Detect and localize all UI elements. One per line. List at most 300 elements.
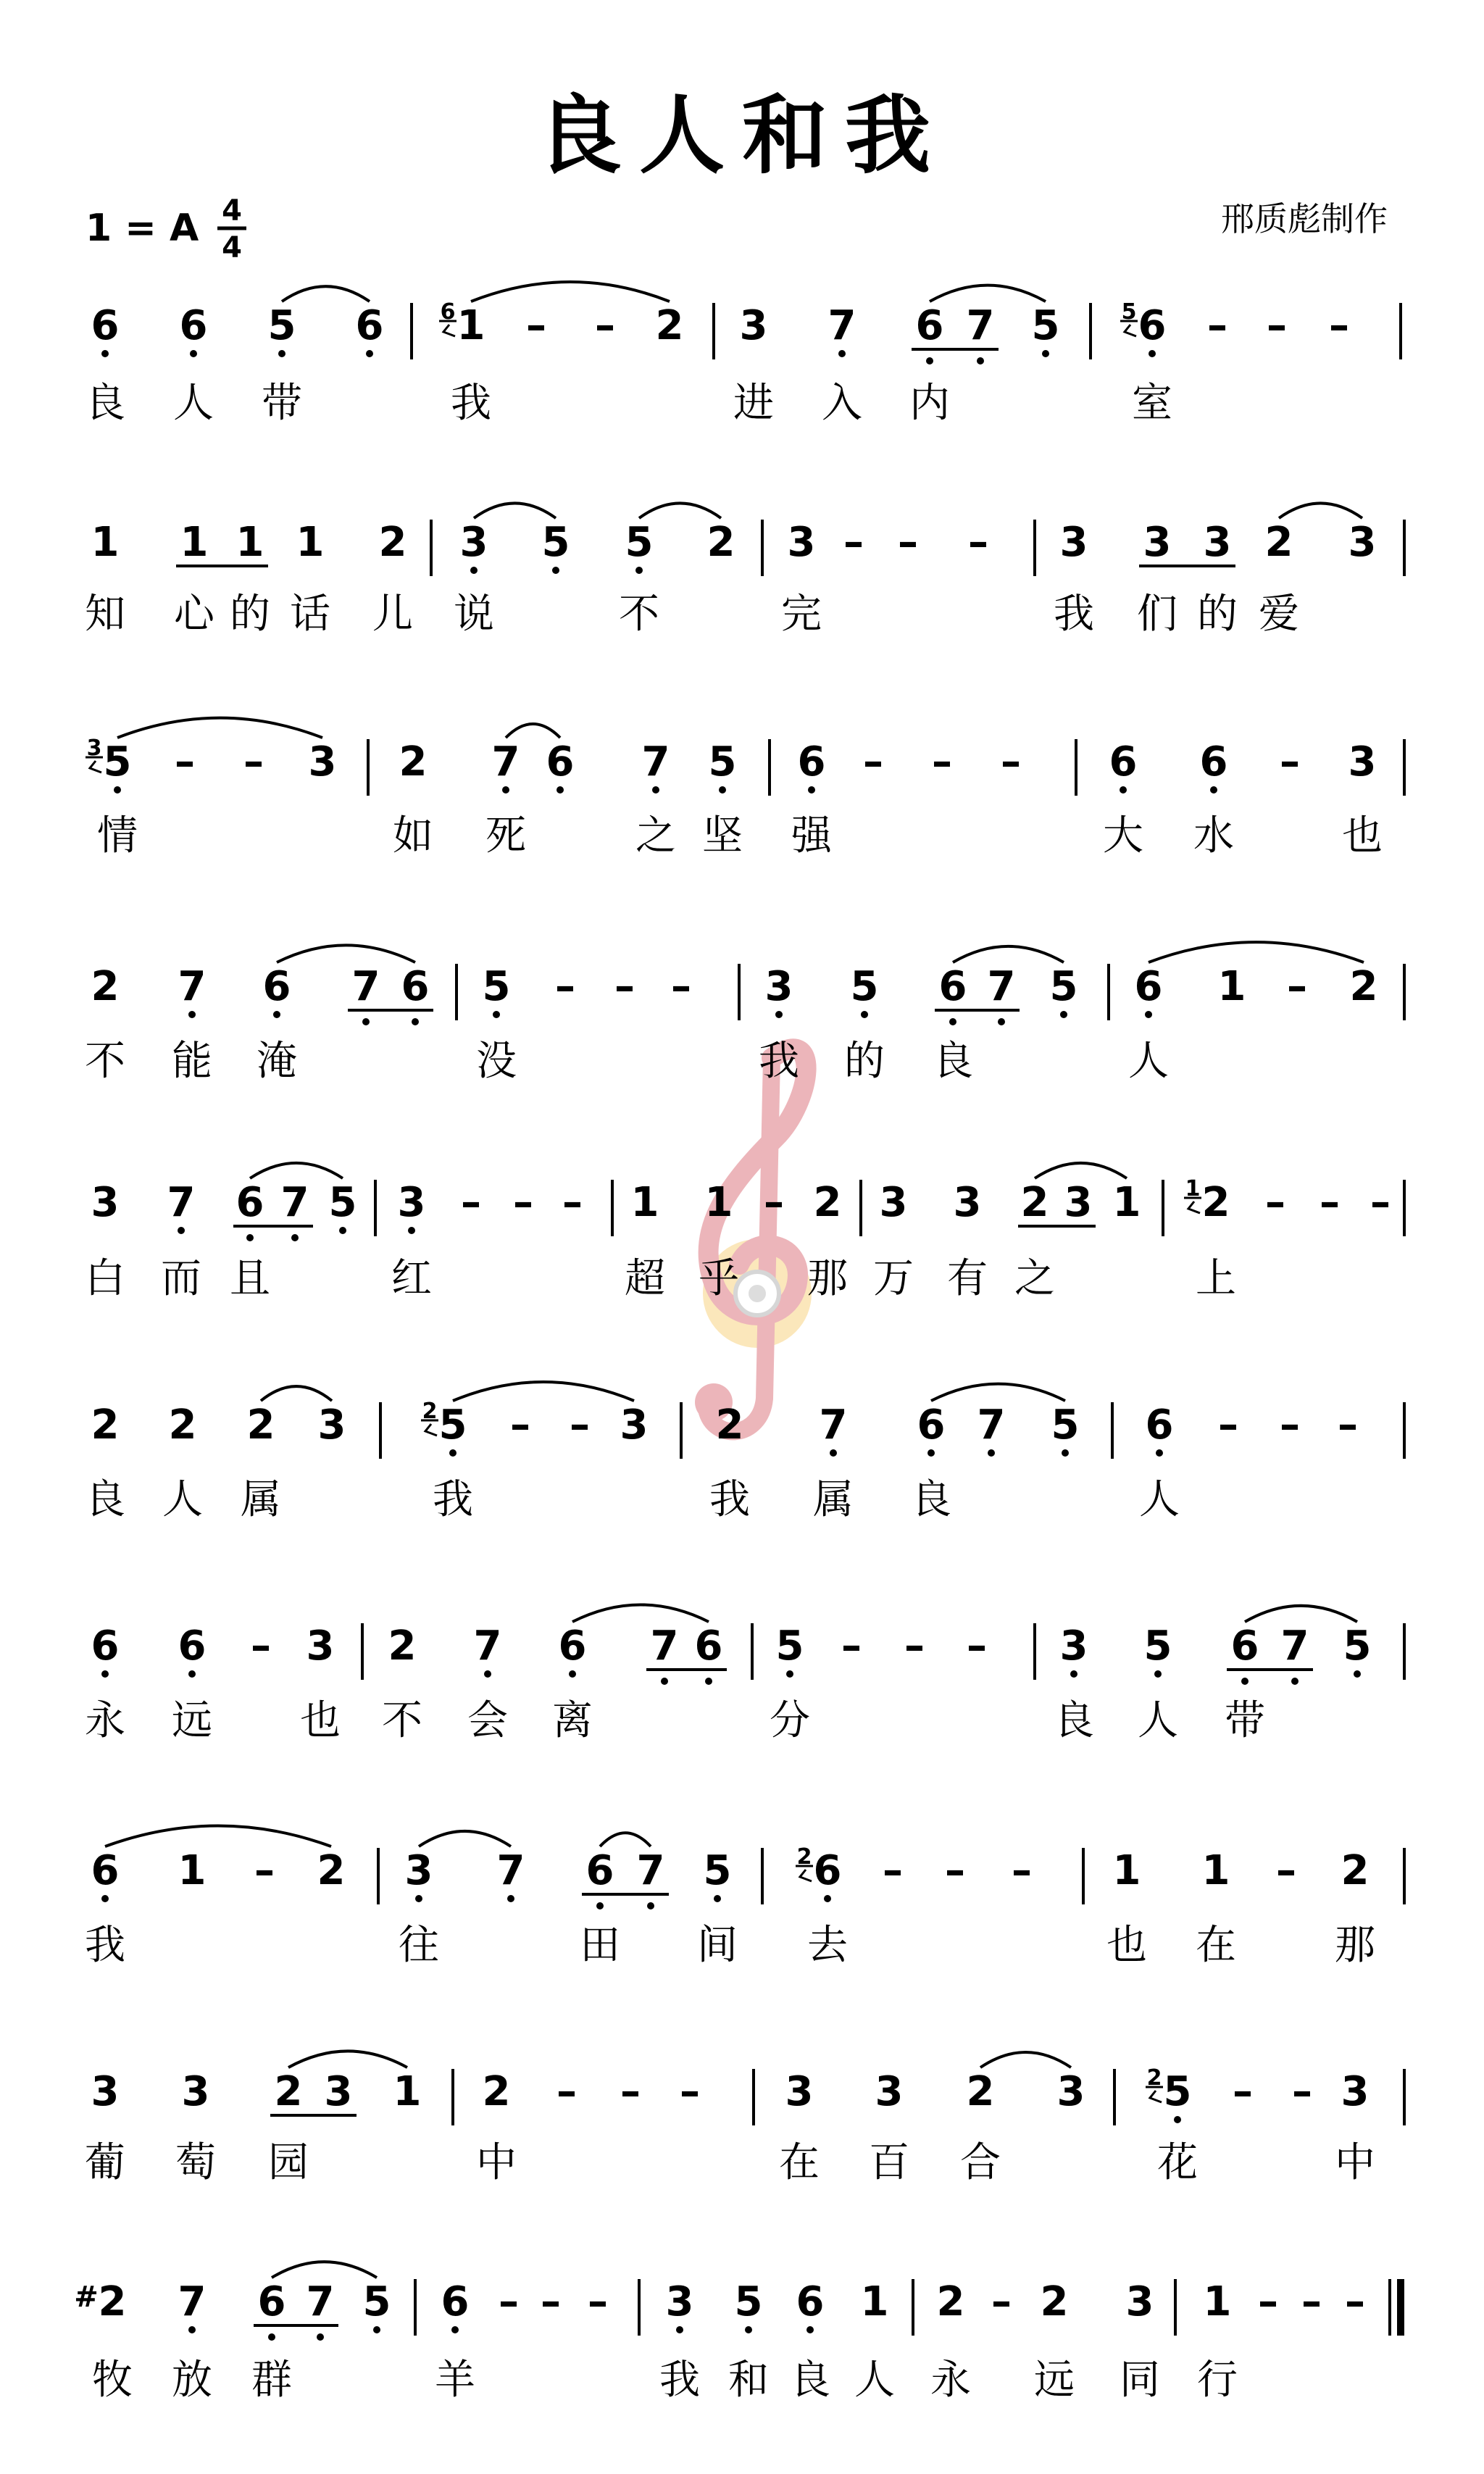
note: 1 xyxy=(1112,1179,1141,1226)
low-octave-dot xyxy=(339,1227,346,1234)
lyric-syllable: 去 xyxy=(807,1922,848,1969)
lyric-syllable: 乎 xyxy=(699,1255,739,1302)
note: 5 xyxy=(541,519,570,566)
note: 6 xyxy=(585,1847,614,1894)
note: 3 xyxy=(1341,2068,1370,2115)
grace-note: 2 xyxy=(1146,2065,1162,2091)
lyric-syllable: 而 xyxy=(161,1255,201,1302)
note: 3 xyxy=(1056,2068,1085,2115)
note: 3 xyxy=(1348,519,1377,566)
note: 7 xyxy=(351,963,380,1010)
duration-dash: – xyxy=(1280,738,1300,786)
note: 6 xyxy=(91,302,120,349)
low-octave-dot xyxy=(808,786,815,794)
lyric-syllable: 淹 xyxy=(257,1038,297,1085)
note: 6 xyxy=(262,963,291,1010)
note: 7 xyxy=(819,1401,848,1449)
duration-dash: – xyxy=(883,1847,903,1894)
duration-dash: – xyxy=(541,2278,561,2325)
duration-dash: – xyxy=(251,1623,271,1670)
duration-dash: – xyxy=(1012,1847,1032,1894)
lyric-syllable: 人 xyxy=(173,380,214,427)
lyric-syllable: 良 xyxy=(933,1038,973,1085)
low-octave-dot xyxy=(977,357,984,365)
lyric-syllable: 我 xyxy=(433,1476,473,1523)
low-octave-dot xyxy=(1145,1011,1152,1018)
duration-dash: – xyxy=(254,1847,275,1894)
duration-dash: – xyxy=(1329,302,1349,349)
lyric-syllable: 行 xyxy=(1197,2357,1238,2404)
low-octave-dot xyxy=(268,2333,275,2341)
low-octave-dot xyxy=(569,1670,576,1678)
note: 7 xyxy=(828,302,856,349)
lyric-syllable: 属 xyxy=(813,1476,854,1523)
note: 7 xyxy=(977,1401,1006,1449)
note: 1 xyxy=(180,519,209,566)
note: 1 xyxy=(1217,963,1246,1010)
low-octave-dot xyxy=(786,1670,793,1678)
low-octave-dot xyxy=(362,1018,370,1025)
note: 2 xyxy=(482,2068,511,2115)
duration-dash: – xyxy=(1207,302,1227,349)
note: 3 xyxy=(1348,738,1377,786)
lyric-syllable: 爱 xyxy=(1259,591,1299,638)
note: 2 xyxy=(936,2278,965,2325)
lyric-syllable: 中 xyxy=(1335,2139,1375,2186)
low-octave-dot xyxy=(647,1902,654,1909)
note: 1 xyxy=(178,1847,207,1894)
note: 1 xyxy=(393,2068,422,2115)
note: 6 xyxy=(355,302,384,349)
lyric-syllable: 分 xyxy=(770,1697,810,1744)
low-octave-dot xyxy=(1154,1670,1162,1678)
duration-dash: – xyxy=(620,2068,641,2115)
low-octave-dot xyxy=(830,1449,837,1457)
note: 2 xyxy=(1341,1847,1370,1894)
note: 6 xyxy=(797,738,826,786)
note: 5 xyxy=(1343,1623,1372,1670)
duration-dash: – xyxy=(1001,738,1021,786)
lyric-syllable: 我 xyxy=(759,1038,799,1085)
low-octave-dot xyxy=(1354,1670,1361,1678)
note: 3 xyxy=(459,519,488,566)
lyric-syllable: 知 xyxy=(85,591,125,638)
note: 2 xyxy=(1020,1179,1049,1226)
note: 1 xyxy=(91,519,120,566)
note: 1 xyxy=(704,1179,733,1226)
lyric-syllable: 人 xyxy=(854,2357,895,2404)
note: 2 xyxy=(91,1401,120,1449)
note: 1 xyxy=(296,519,325,566)
note: 2 xyxy=(399,738,428,786)
grace-note: 1 xyxy=(1185,1176,1201,1201)
lyric-syllable: 田 xyxy=(580,1922,620,1969)
note: 5 xyxy=(1049,963,1078,1010)
low-octave-dot xyxy=(1062,1449,1069,1457)
duration-dash: – xyxy=(588,2278,608,2325)
note: 3 xyxy=(875,2068,904,2115)
note: 2 xyxy=(317,1847,346,1894)
low-octave-dot xyxy=(1070,1670,1077,1678)
duration-dash: – xyxy=(843,519,864,566)
duration-dash: – xyxy=(1233,2068,1253,2115)
note: 2 xyxy=(966,2068,995,2115)
low-octave-dot xyxy=(470,567,478,574)
lyric-syllable: 我 xyxy=(709,1476,750,1523)
lyric-syllable: 在 xyxy=(1196,1922,1236,1969)
note: 6 xyxy=(558,1623,587,1670)
lyric-syllable: 们 xyxy=(1137,591,1177,638)
low-octave-dot xyxy=(596,1902,604,1909)
low-octave-dot xyxy=(1291,1678,1298,1685)
lyric-syllable: 完 xyxy=(781,591,822,638)
low-octave-dot xyxy=(928,1449,935,1457)
note: 2 xyxy=(715,1401,744,1449)
note: 6 xyxy=(179,302,208,349)
duration-dash: – xyxy=(945,1847,965,1894)
note: 6 xyxy=(1138,302,1167,349)
lyric-syllable: 红 xyxy=(391,1255,432,1302)
note: 2 xyxy=(168,1401,197,1449)
lyric-syllable: 强 xyxy=(791,812,832,859)
note: 6 xyxy=(1134,963,1163,1010)
low-octave-dot xyxy=(415,1895,422,1902)
lyric-syllable: 上 xyxy=(1196,1255,1236,1302)
note: 5 xyxy=(362,2278,391,2325)
lyric-syllable: 之 xyxy=(1014,1255,1055,1302)
note: 2 xyxy=(388,1623,417,1670)
lyric-syllable: 同 xyxy=(1120,2357,1160,2404)
note: 7 xyxy=(473,1623,502,1670)
note: 7 xyxy=(167,1179,196,1226)
lyric-syllable: 萄 xyxy=(175,2139,216,2186)
duration-dash: – xyxy=(1292,2068,1312,2115)
note: 5 xyxy=(850,963,879,1010)
low-octave-dot xyxy=(114,786,121,794)
low-octave-dot xyxy=(373,2326,380,2333)
low-octave-dot xyxy=(101,1670,109,1678)
lyric-syllable: 百 xyxy=(869,2139,909,2186)
lyric-syllable: 在 xyxy=(779,2139,820,2186)
low-octave-dot xyxy=(1060,1011,1067,1018)
lyric-syllable: 间 xyxy=(697,1922,738,1969)
low-octave-dot xyxy=(507,1895,514,1902)
low-octave-dot xyxy=(1156,1449,1163,1457)
duration-dash: – xyxy=(526,302,546,349)
low-octave-dot xyxy=(366,350,373,357)
note: 1 xyxy=(630,1179,659,1226)
low-octave-dot xyxy=(101,350,109,357)
duration-dash: – xyxy=(991,2278,1012,2325)
note: 3 xyxy=(953,1179,982,1226)
lyric-syllable: 花 xyxy=(1157,2139,1198,2186)
lyric-line xyxy=(92,2357,1238,2404)
lyric-syllable: 心 xyxy=(174,591,214,638)
note: 7 xyxy=(496,1847,525,1894)
song-title: 良人和我 xyxy=(535,86,949,186)
note: 2 xyxy=(655,302,684,349)
low-octave-dot xyxy=(861,1011,868,1018)
note: 5 xyxy=(1051,1401,1080,1449)
duration-dash: – xyxy=(1280,1401,1300,1449)
note: 2 xyxy=(813,1179,842,1226)
low-octave-dot xyxy=(652,786,659,794)
low-octave-dot xyxy=(246,1234,254,1241)
lyric-syllable: 之 xyxy=(635,812,676,859)
lyric-syllable: 中 xyxy=(476,2139,517,2186)
time-signature-top: 4 xyxy=(222,194,242,228)
lyric-syllable: 情 xyxy=(97,812,138,859)
note: 2 xyxy=(246,1401,275,1449)
lyric-syllable: 说 xyxy=(454,591,494,638)
duration-dash: – xyxy=(510,1401,530,1449)
final-bar-thick xyxy=(1397,2279,1404,2336)
note: 7 xyxy=(966,302,995,349)
lyric-syllable: 有 xyxy=(947,1255,988,1302)
low-octave-dot xyxy=(1210,786,1217,794)
note: 5 xyxy=(267,302,296,349)
low-octave-dot xyxy=(484,1670,491,1678)
note: 7 xyxy=(178,963,207,1010)
lyric-syllable: 人 xyxy=(1139,1476,1180,1523)
lyric-syllable: 人 xyxy=(1128,1038,1169,1085)
lyric-syllable: 我 xyxy=(1054,591,1094,638)
note: 1 xyxy=(1112,1847,1141,1894)
arranger-credit: 邢质彪制作 xyxy=(1221,199,1388,238)
lyric-syllable: 属 xyxy=(241,1476,281,1523)
lyric-syllable: 入 xyxy=(822,380,862,427)
duration-dash: – xyxy=(556,2068,577,2115)
duration-dash: – xyxy=(1265,1179,1285,1226)
note: 2 xyxy=(1201,1179,1230,1226)
duration-dash: – xyxy=(898,519,918,566)
note: 5 xyxy=(708,738,737,786)
note: 2 xyxy=(378,519,407,566)
duration-dash: – xyxy=(680,2068,700,2115)
low-octave-dot xyxy=(449,1449,457,1457)
note: 6 xyxy=(178,1623,207,1670)
note: 5 xyxy=(328,1179,357,1226)
low-octave-dot xyxy=(188,1670,196,1678)
low-octave-dot xyxy=(188,2326,196,2333)
lyric-syllable: 人 xyxy=(162,1476,203,1523)
duration-dash: – xyxy=(932,738,952,786)
note: 3 xyxy=(1143,519,1172,566)
lyric-syllable: 也 xyxy=(300,1697,341,1744)
sharp-sign: # xyxy=(74,2281,99,2314)
note: 6 xyxy=(1199,738,1228,786)
lyric-syllable: 合 xyxy=(960,2139,1001,2186)
lyric-syllable: 良 xyxy=(1054,1697,1094,1744)
note: 3 xyxy=(91,2068,120,2115)
note: 5 xyxy=(1031,302,1060,349)
grace-note: 3 xyxy=(86,736,102,761)
note: 6 xyxy=(257,2278,286,2325)
note: 3 xyxy=(181,2068,210,2115)
grace-note: 5 xyxy=(1121,299,1137,325)
note: 5 xyxy=(1143,1623,1172,1670)
key-signature: 1 = A xyxy=(86,207,199,250)
duration-dash: – xyxy=(764,1179,784,1226)
lyric-syllable: 那 xyxy=(807,1255,848,1302)
note: 6 xyxy=(796,2278,825,2325)
note: 3 xyxy=(1064,1179,1093,1226)
low-octave-dot xyxy=(273,1011,280,1018)
low-octave-dot xyxy=(178,1227,185,1234)
low-octave-dot xyxy=(1120,786,1127,794)
note: 3 xyxy=(879,1179,908,1226)
note: 6 xyxy=(1230,1623,1259,1670)
grace-note: 6 xyxy=(440,299,456,325)
lyric-syllable: 儿 xyxy=(372,591,413,638)
note: 3 xyxy=(665,2278,694,2325)
note: 3 xyxy=(397,1179,426,1226)
lyric-syllable: 我 xyxy=(85,1922,125,1969)
lyric-syllable: 带 xyxy=(262,380,302,427)
note: 2 xyxy=(706,519,735,566)
note: 6 xyxy=(546,738,575,786)
low-octave-dot xyxy=(278,350,285,357)
note: 6 xyxy=(1109,738,1138,786)
note: 3 xyxy=(764,963,793,1010)
note: 2 xyxy=(1349,963,1378,1010)
note: 1 xyxy=(1203,2278,1232,2325)
lyric-syllable: 那 xyxy=(1335,1922,1375,1969)
lyric-syllable: 不 xyxy=(382,1697,422,1744)
note: 3 xyxy=(620,1401,649,1449)
low-octave-dot xyxy=(988,1449,995,1457)
lyric-syllable: 会 xyxy=(467,1697,508,1744)
duration-dash: – xyxy=(967,1623,987,1670)
note: 6 xyxy=(91,1623,120,1670)
note: 6 xyxy=(813,1847,842,1894)
lyric-syllable: 往 xyxy=(399,1922,439,1969)
note: 3 xyxy=(91,1179,120,1226)
low-octave-dot xyxy=(408,1227,415,1234)
lyric-syllable: 也 xyxy=(1106,1922,1147,1969)
note: 2 xyxy=(1040,2278,1069,2325)
low-octave-dot xyxy=(998,1018,1005,1025)
low-octave-dot xyxy=(838,350,846,357)
lyric-syllable: 葡 xyxy=(85,2139,125,2186)
note: 3 xyxy=(787,519,816,566)
lyric-syllable: 人 xyxy=(1138,1697,1178,1744)
duration-dash: – xyxy=(595,302,615,349)
note: 1 xyxy=(860,2278,889,2325)
note: 3 xyxy=(1059,1623,1088,1670)
duration-dash: – xyxy=(499,2278,519,2325)
lyric-syllable: 进 xyxy=(733,380,774,427)
lyric-syllable: 能 xyxy=(172,1038,212,1085)
lyric-syllable: 良 xyxy=(85,380,125,427)
note: 7 xyxy=(178,2278,207,2325)
note: 7 xyxy=(491,738,520,786)
low-octave-dot xyxy=(714,1895,721,1902)
low-octave-dot xyxy=(291,1234,299,1241)
lyric-syllable: 良 xyxy=(790,2357,830,2404)
low-octave-dot xyxy=(661,1678,668,1685)
lyric-syllable: 大 xyxy=(1103,812,1143,859)
note: 5 xyxy=(734,2278,763,2325)
lyric-syllable: 的 xyxy=(1197,591,1238,638)
note: 3 xyxy=(785,2068,814,2115)
note: 5 xyxy=(703,1847,732,1894)
low-octave-dot xyxy=(1241,1678,1249,1685)
low-octave-dot xyxy=(493,1011,500,1018)
lyric-syllable: 话 xyxy=(290,591,330,638)
note: 6 xyxy=(938,963,967,1010)
lyric-syllable: 室 xyxy=(1132,380,1172,427)
low-octave-dot xyxy=(926,357,933,365)
lyric-syllable: 且 xyxy=(230,1255,270,1302)
duration-dash: – xyxy=(1320,1179,1340,1226)
duration-dash: – xyxy=(1276,1847,1296,1894)
lyric-syllable: 水 xyxy=(1193,812,1234,859)
low-octave-dot xyxy=(1042,350,1049,357)
note: 7 xyxy=(306,2278,335,2325)
lyric-syllable: 带 xyxy=(1225,1697,1265,1744)
note: 5 xyxy=(482,963,511,1010)
low-octave-dot xyxy=(451,2326,459,2333)
lyric-syllable: 羊 xyxy=(435,2357,475,2404)
note: 3 xyxy=(1125,2278,1154,2325)
duration-dash: – xyxy=(1258,2278,1278,2325)
lyric-syllable: 良 xyxy=(911,1476,951,1523)
note: 1 xyxy=(1201,1847,1230,1894)
lyric-syllable: 放 xyxy=(172,2357,212,2404)
lyric-syllable: 远 xyxy=(1034,2357,1075,2404)
note: 5 xyxy=(103,738,132,786)
note: 3 xyxy=(308,738,337,786)
note: 3 xyxy=(739,302,768,349)
low-octave-dot xyxy=(412,1018,419,1025)
lyric-syllable: 园 xyxy=(268,2139,309,2186)
grace-note: 2 xyxy=(422,1399,438,1424)
note: 1 xyxy=(457,302,485,349)
note: 6 xyxy=(694,1623,723,1670)
low-octave-dot xyxy=(1174,2116,1181,2123)
lyric-syllable: 良 xyxy=(85,1476,125,1523)
duration-dash: – xyxy=(614,963,635,1010)
lyric-syllable: 离 xyxy=(552,1697,593,1744)
lyric-syllable: 万 xyxy=(873,1255,914,1302)
low-octave-dot xyxy=(806,2326,814,2333)
low-octave-dot xyxy=(949,1018,956,1025)
duration-dash: – xyxy=(461,1179,481,1226)
duration-dash: – xyxy=(243,738,264,786)
low-octave-dot xyxy=(317,2333,324,2341)
duration-dash: – xyxy=(562,1179,583,1226)
note: 3 xyxy=(324,2068,353,2115)
duration-dash: – xyxy=(671,963,691,1010)
lyric-syllable: 永 xyxy=(930,2357,971,2404)
note: 6 xyxy=(917,1401,946,1449)
note: 5 xyxy=(625,519,654,566)
low-octave-dot xyxy=(719,786,726,794)
duration-dash: – xyxy=(1267,302,1287,349)
note: 2 xyxy=(91,963,120,1010)
low-octave-dot xyxy=(502,786,509,794)
grace-note: 2 xyxy=(796,1844,812,1870)
lyric-syllable: 永 xyxy=(85,1697,125,1744)
low-octave-dot xyxy=(824,1895,831,1902)
lyric-syllable: 我 xyxy=(659,2357,700,2404)
low-octave-dot xyxy=(745,2326,752,2333)
note: 1 xyxy=(235,519,264,566)
note: 3 xyxy=(317,1401,346,1449)
note: 5 xyxy=(1163,2068,1192,2115)
note: 5 xyxy=(775,1623,804,1670)
